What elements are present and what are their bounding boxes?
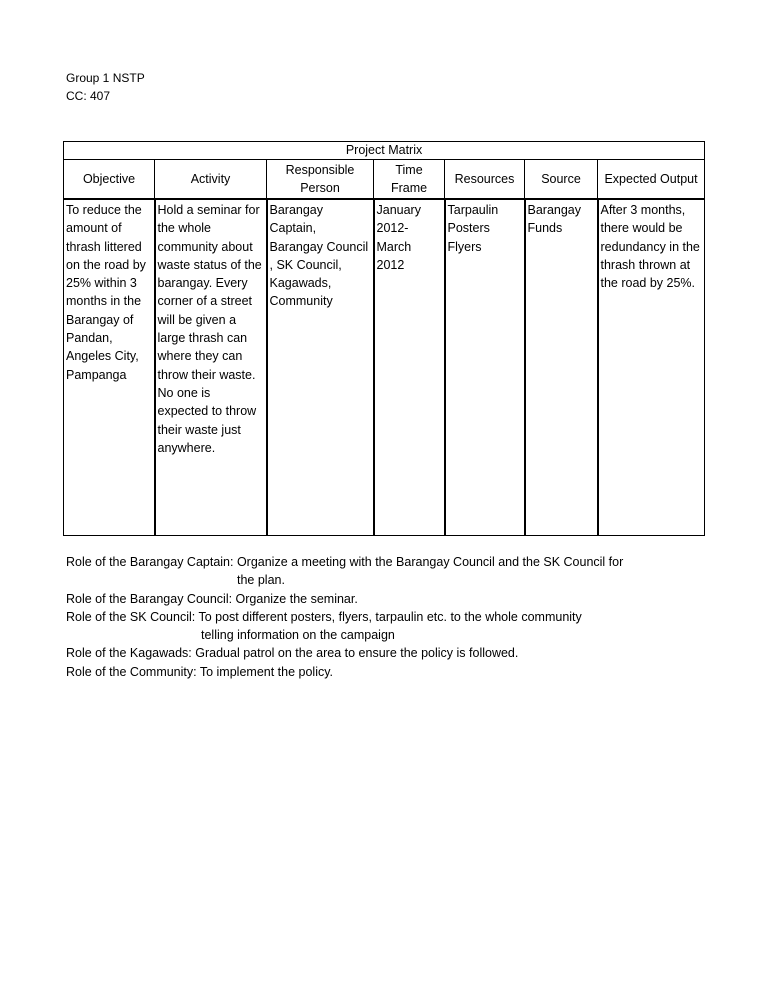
role-barangay-captain: Role of the Barangay Captain: Organize a meeting with the Barangay Council and the SK Council for (66, 555, 624, 569)
role-sk-council: Role of the SK Council: To post different posters, flyers, tarpaulin etc. to the whole community (66, 609, 582, 624)
group-label: Group 1 NSTP (66, 71, 145, 85)
col-header-objective: Objective (64, 160, 155, 200)
cell-expected-output: After 3 months, there would be redundancy in the thrash thrown at the road by 25%. (598, 199, 705, 536)
table-row (64, 199, 705, 536)
cell-activity: Hold a seminar for the whole community about waste status of the barangay. Every corner of a street will be given a large thrash can where they can throw their waste. No one is expected to throw their waste just anywhere. (155, 199, 267, 536)
col-header-expected-output: Expected Output (598, 160, 705, 200)
role-barangay-captain-continued: the plan. (237, 573, 285, 588)
col-header-resources: Resources (445, 160, 525, 200)
course-code: CC: 407 (66, 89, 111, 103)
role-kagawads: Role of the Kagawads: Gradual patrol on the area to ensure the policy is followed. (66, 646, 519, 661)
col-header-source: Source (525, 160, 598, 200)
cell-responsible-person: Barangay Captain, Barangay Council , SK Council, Kagawads, Community (267, 199, 374, 536)
matrix-title: Project Matrix (64, 142, 705, 160)
col-header-responsible-person: Responsible Person (267, 160, 374, 200)
roles-section (66, 553, 623, 681)
role-barangay-council: Role of the Barangay Council: Organize the seminar. (66, 591, 358, 606)
col-header-time-frame: Time Frame (374, 160, 445, 200)
col-header-activity: Activity (155, 160, 267, 200)
role-sk-council-continued: telling information on the campaign (201, 628, 395, 643)
document-header (66, 69, 145, 105)
project-matrix-table (63, 141, 705, 536)
cell-resources: Tarpaulin Posters Flyers (445, 199, 525, 536)
cell-time-frame: January 2012- March 2012 (374, 199, 445, 536)
role-community: Role of the Community: To implement the policy. (66, 664, 334, 679)
cell-source: Barangay Funds (525, 199, 598, 536)
matrix-header-row (64, 160, 705, 200)
cell-objective: To reduce the amount of thrash littered on the road by 25% within 3 months in the Barangay of Pandan, Angeles City, Pampanga (64, 199, 155, 536)
